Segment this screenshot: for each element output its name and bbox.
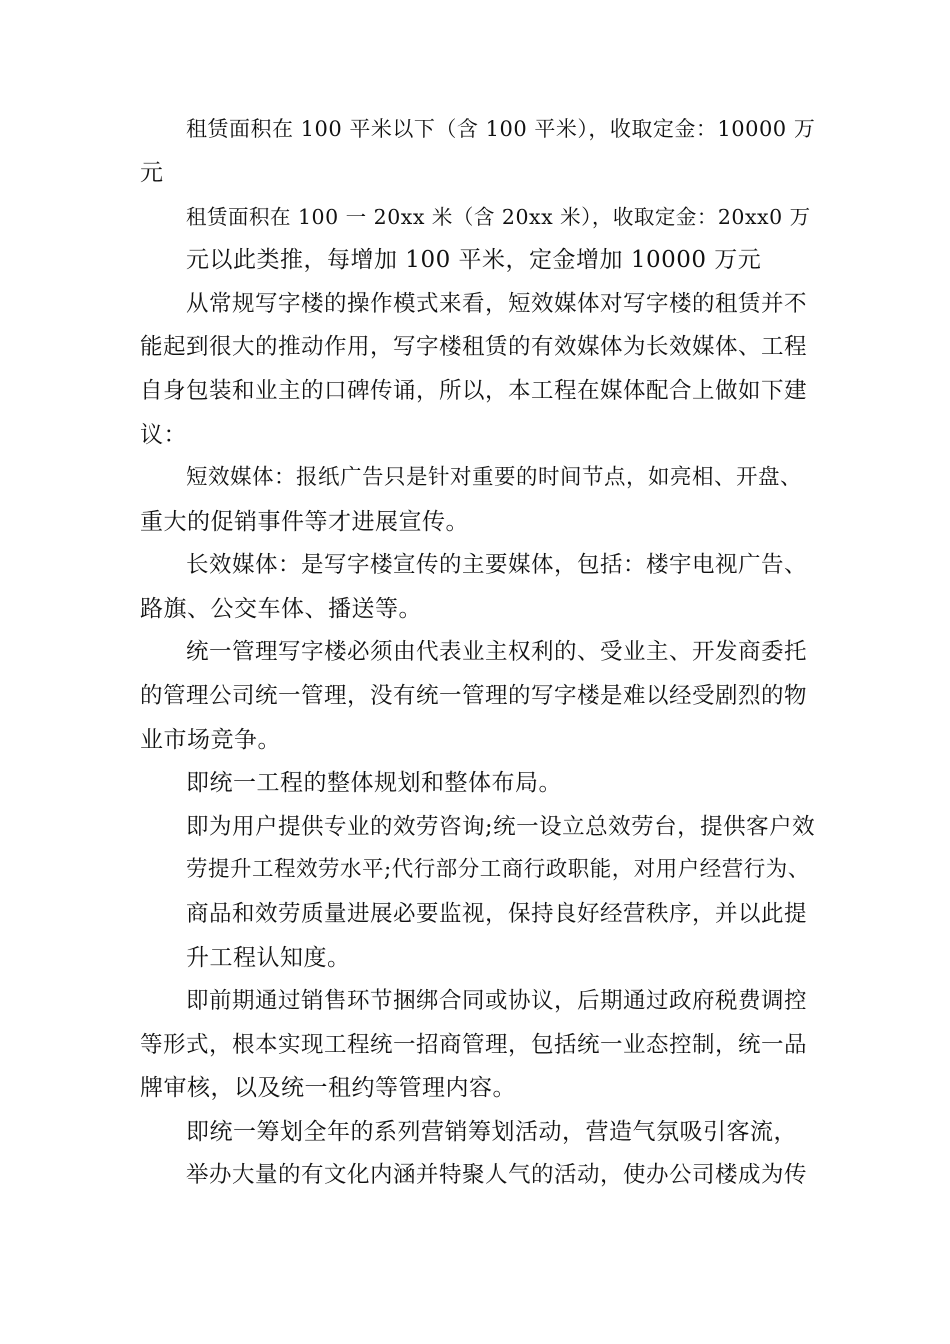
text-line: 重大的促销事件等才进展宣传。 [140, 509, 469, 535]
text-line: 即统一筹划全年的系列营销筹划活动，营造气氛吸引客流， [186, 1119, 797, 1145]
text-line: 劳提升工程效劳水平;代行部分工商行政职能，对用户经营行为、 [186, 857, 810, 882]
text-line: 短效媒体：报纸广告只是针对重要的时间节点，如亮相、开盘、 [186, 465, 803, 490]
text-line: 元 [140, 160, 164, 186]
text-line: 等形式，根本实现工程统一招商管理，包括统一业态控制，统一品 [140, 1032, 808, 1058]
text-line: 元以此类推，每增加 100 平米，定金增加 10000 万元 [186, 247, 762, 273]
text-line: 路旗、公交车体、播送等。 [140, 596, 422, 622]
text-line: 商品和效劳质量进展必要监视，保持良好经营秩序，并以此提 [186, 901, 808, 927]
text-line: 升工程认知度。 [186, 945, 351, 971]
text-line: 的管理公司统一管理，没有统一管理的写字楼是难以经受剧烈的物 [140, 683, 808, 709]
text-line: 业市场竞争。 [140, 727, 281, 753]
text-line: 能起到很大的推动作用，写字楼租赁的有效媒体为长效媒体、工程 [140, 334, 808, 360]
text-line: 即为用户提供专业的效劳咨询;统一设立总效劳台，提供客户效 [186, 814, 816, 840]
text-line: 租赁面积在 100 平米以下（含 100 平米），收取定金：10000 万 [186, 117, 816, 141]
text-line: 租赁面积在 100 一 20xx 米（含 20xx 米），收取定金：20xx0 万 [186, 205, 811, 229]
text-line: 长效媒体：是写字楼宣传的主要媒体，包括：楼宇电视广告、 [186, 552, 808, 578]
text-line: 即前期通过销售环节捆绑合同或协议，后期通过政府税费调控 [186, 988, 808, 1014]
text-line: 即统一工程的整体规划和整体布局。 [186, 770, 562, 796]
text-line: 统一管理写字楼必须由代表业主权利的、受业主、开发商委托 [186, 639, 808, 665]
text-line: 自身包装和业主的口碑传诵，所以，本工程在媒体配合上做如下建 [140, 378, 808, 404]
text-line: 举办大量的有文化内涵并特聚人气的活动，使办公司楼成为传 [186, 1162, 808, 1188]
text-line: 牌审核，以及统一租约等管理内容。 [140, 1075, 516, 1101]
text-line: 从常规写字楼的操作模式来看，短效媒体对写字楼的租赁并不 [186, 291, 808, 317]
text-line: 议： [140, 422, 187, 448]
